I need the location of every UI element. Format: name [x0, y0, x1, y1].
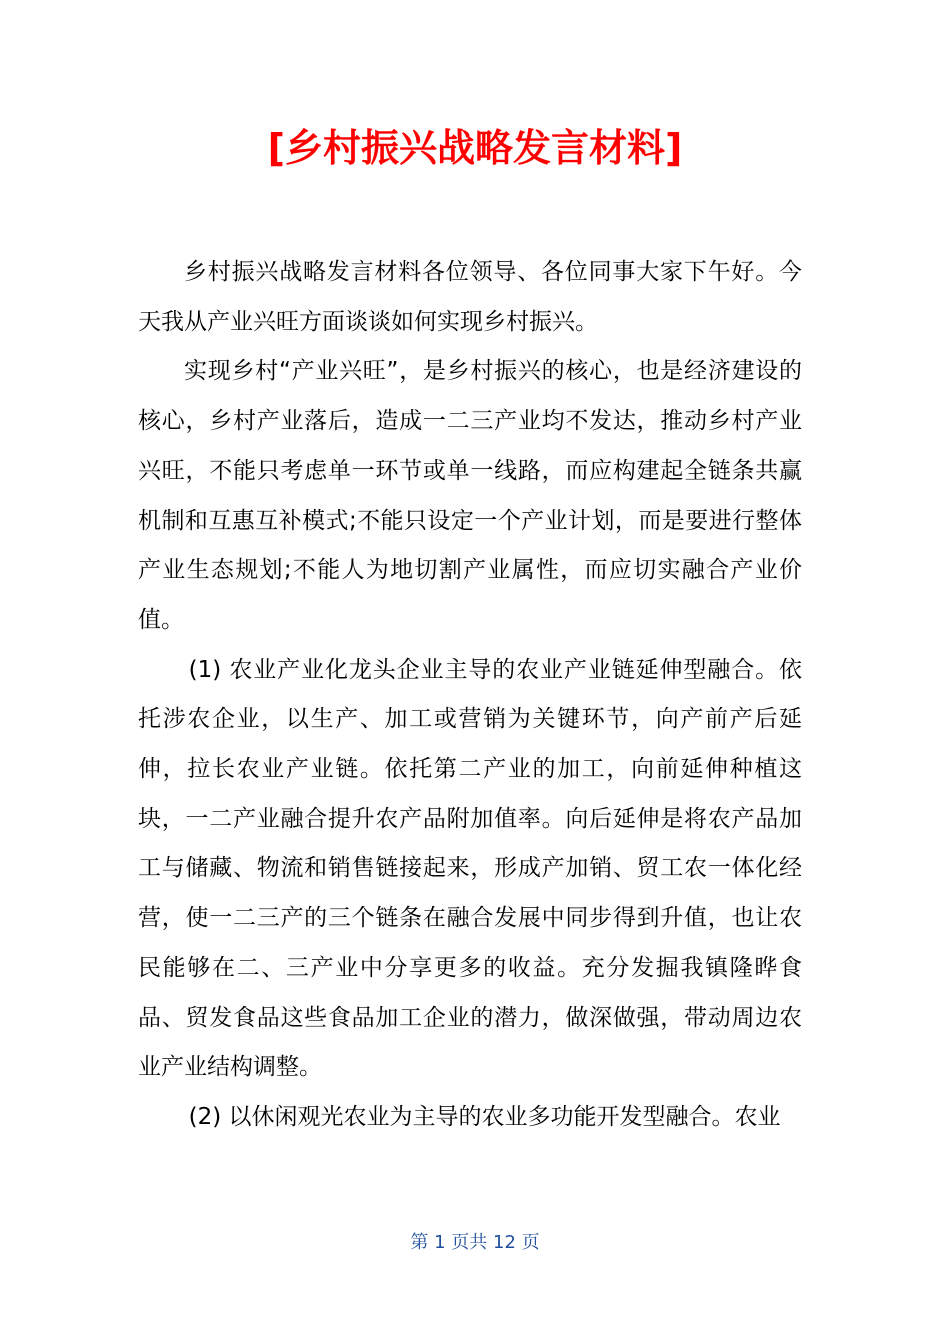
- paragraph-item-1: (1) 农业产业化龙头企业主导的农业产业链延伸型融合。依托涉农企业，以生产、加工或营销为关键环节，向产前产后延伸，拉长农业产业链。依托第二产业的加工，向前延伸种植这块，一二产业融合提升农产品附加值率。向后延伸是将农产品加工与储藏、物流和销售链接起来，形成产加销、贸工农一体化经营，使一二三产的三个链条在融合发展中同步得到升值，也让农民能够在二、三产业中分享更多的收益。充分发掘我镇隆晔食品、贸发食品这些食品加工企业的潜力，做深做强，带动周边农业产业结构调整。: [138, 656, 802, 1081]
- document-title: [乡村振兴战略发言材料]: [267, 126, 683, 170]
- paragraph-intro: 乡村振兴战略发言材料各位领导、各位同事大家下午好。今天我从产业兴旺方面谈谈如何实现乡村振兴。: [138, 259, 802, 335]
- document-body: [138, 248, 802, 1143]
- paragraph-item-2: (2) 以休闲观光农业为主导的农业多功能开发型融合。农业: [188, 1103, 781, 1130]
- paragraph-industry-prosperity: 实现乡村“产业兴旺”，是乡村振兴的核心，也是经济建设的核心，乡村产业落后，造成一二三产业均不发达，推动乡村产业兴旺，不能只考虑单一环节或单一线路，而应构建起全链条共赢机制和互惠互补模式;不能只设定一个产业计划，而是要进行整体产业生态规划;不能人为地切割产业属性，而应切实融合产业价值。: [138, 358, 802, 633]
- page-number-footer: 第 1 页共 12 页: [410, 1232, 540, 1253]
